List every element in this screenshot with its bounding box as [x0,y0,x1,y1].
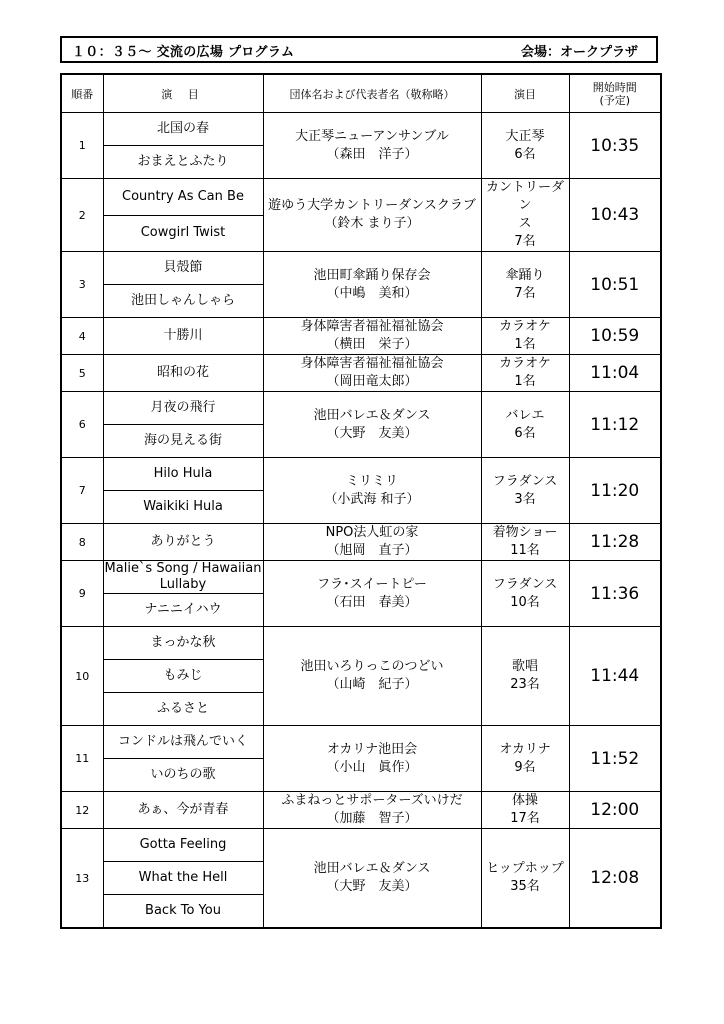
performance-cell [481,524,569,561]
performance-line: 1名 [514,337,536,352]
group-representative: （石田 春美） [326,594,418,610]
column-header-time-line2: (予定) [599,93,631,107]
start-time: 10:59 [569,318,661,355]
group-cell [263,179,481,252]
performance-line: ヒップホップ [486,861,564,876]
piece-title: もみじ [103,660,263,693]
group-representative: （森田 洋子） [326,146,418,162]
row-number: 4 [61,318,103,355]
piece-title: いのちの歌 [103,759,263,792]
group-representative: （小武海 和子） [324,491,420,507]
row-number: 12 [61,792,103,829]
performance-line: 17名 [510,811,540,826]
performance-line: カラオケ [499,356,551,371]
piece-title: Waikiki Hula [103,491,263,524]
performance-line: カントリーダン [485,180,564,213]
piece-title: Country As Can Be [103,179,263,216]
group-name: 身体障害者福祉福祉協会 [300,356,444,371]
piece-title: 十勝川 [103,318,263,355]
piece-title: 月夜の飛行 [103,392,263,425]
group-name: 池田町傘踊り保存会 [313,267,431,283]
performance-cell [481,829,569,929]
column-header-piece: 演 目 [103,74,263,113]
piece-title: 昭和の花 [103,355,263,392]
group-representative: （鈴木 まり子） [324,216,420,231]
performance-line: 7名 [514,285,536,301]
performance-line: 着物ショー [492,525,558,540]
group-name: NPO法人虹の家 [325,525,419,540]
table-row [61,561,661,594]
table-row [61,113,661,146]
start-time: 10:51 [569,252,661,318]
start-time: 11:36 [569,561,661,627]
group-cell [263,726,481,792]
table-row [61,829,661,862]
performance-line: 6名 [514,146,536,162]
piece-title: Malie`s Song / Hawaiian Lullaby [104,561,262,592]
group-name: フラ･スイートピー [317,576,427,592]
performance-line: バレエ [505,407,545,423]
piece-title: 北国の春 [103,113,263,146]
table-row [61,458,661,491]
row-number: 6 [61,392,103,458]
row-number: 5 [61,355,103,392]
program-table [60,73,662,929]
row-number: 9 [61,561,103,627]
performance-line: 3名 [514,491,536,507]
row-number: 11 [61,726,103,792]
group-name: 池田バレエ＆ダンス [313,861,431,876]
venue-label: 会場：オークプラザ [520,45,638,60]
table-row [61,792,661,829]
row-number: 3 [61,252,103,318]
table-row [61,252,661,285]
row-number: 10 [61,627,103,726]
start-time: 11:28 [569,524,661,561]
start-time: 10:35 [569,113,661,179]
performance-line: 35名 [510,879,540,894]
column-header-time [569,74,661,113]
piece-title: まっかな秋 [103,627,263,660]
table-row [61,524,661,561]
column-header-performance: 演目 [481,74,569,113]
table-row [61,355,661,392]
performance-cell [481,252,569,318]
performance-line: 23名 [510,677,540,692]
group-representative: （小山 眞作） [326,759,418,775]
piece-title: 池田しゃんしゃら [103,285,263,318]
group-cell [263,252,481,318]
performance-cell [481,726,569,792]
row-number: 2 [61,179,103,252]
piece-title: ふるさと [103,693,263,726]
group-name: 池田いろりっこのつどい [300,659,444,674]
performance-cell [481,113,569,179]
piece-title: 貝殻節 [103,252,263,285]
start-time: 10:43 [569,179,661,252]
piece-title: Back To You [103,895,263,929]
performance-line: カラオケ [499,319,551,334]
piece-title: Gotta Feeling [103,829,263,862]
group-cell [263,113,481,179]
performance-line: ス [518,216,532,231]
piece-title: おまえとふたり [103,146,263,179]
start-time: 11:44 [569,627,661,726]
performance-cell [481,392,569,458]
performance-line: フラダンス [492,473,558,489]
table-row [61,726,661,759]
column-header-number: 順番 [61,74,103,113]
group-cell [263,524,481,561]
performance-cell [481,458,569,524]
group-representative: （旭岡 直子） [326,543,418,558]
program-header [60,36,658,63]
row-number: 8 [61,524,103,561]
start-time: 12:08 [569,829,661,929]
piece-title: 海の見える街 [103,425,263,458]
group-name: 大正琴ニューアンサンブル [295,128,449,144]
start-time: 12:00 [569,792,661,829]
start-time: 11:04 [569,355,661,392]
group-cell [263,627,481,726]
performance-cell [481,627,569,726]
performance-line: フラダンス [492,576,558,592]
piece-title: コンドルは飛んでいく [103,726,263,759]
program-body [61,113,661,929]
performance-line: オカリナ [499,741,551,757]
performance-line: 6名 [514,425,536,441]
piece-title: Hilo Hula [103,458,263,491]
table-row [61,392,661,425]
table-row [61,179,661,216]
row-number: 7 [61,458,103,524]
row-number: 1 [61,113,103,179]
performance-cell [481,179,569,252]
table-row [61,318,661,355]
group-name: 遊ゆう大学カントリーダンスクラブ [268,198,476,213]
performance-line: 大正琴 [505,128,545,144]
group-representative: （加藤 智子） [326,811,418,826]
performance-line: 9名 [514,759,536,775]
performance-cell [481,355,569,392]
performance-line: 7名 [514,234,536,249]
group-cell [263,792,481,829]
group-cell [263,318,481,355]
performance-cell [481,561,569,627]
group-representative: （岡田竜太郎） [326,374,418,389]
performance-cell [481,792,569,829]
group-cell [263,561,481,627]
piece-title: Cowgirl Twist [103,215,263,252]
group-name: オカリナ池田会 [326,741,418,757]
start-time: 11:20 [569,458,661,524]
piece-title: ナニニイハウ [103,594,263,627]
table-header-row [61,74,661,113]
start-time: 11:12 [569,392,661,458]
program-title: １０：３５～ 交流の広場 プログラム [72,45,295,60]
group-name: 池田バレエ＆ダンス [313,407,431,423]
piece-title: ありがとう [103,524,263,561]
piece-title: What the Hell [103,862,263,895]
performance-cell [481,318,569,355]
group-name: 身体障害者福祉福祉協会 [300,319,444,334]
group-name: ミリミリ [345,473,398,489]
group-representative: （中嶋 美和） [326,285,418,301]
performance-line: 11名 [510,543,540,558]
group-representative: （大野 友美） [326,879,418,894]
group-representative: （山崎 紀子） [326,677,418,692]
group-cell [263,355,481,392]
group-representative: （大野 友美） [326,425,418,441]
group-cell [263,392,481,458]
performance-line: 1名 [514,374,536,389]
performance-line: 体操 [511,793,538,808]
table-row [61,627,661,660]
column-header-time-line1: 開始時間 [592,80,637,94]
piece-title: あぁ、今が青春 [103,792,263,829]
performance-line: 傘踊り [505,267,545,283]
group-cell [263,458,481,524]
performance-line: 歌唱 [511,659,538,674]
column-header-group: 団体名および代表者名（敬称略） [263,74,481,113]
performance-line: 10名 [510,594,540,610]
group-representative: （横田 栄子） [326,337,418,352]
row-number: 13 [61,829,103,929]
group-cell [263,829,481,929]
group-name: ふまねっとサポーターズいけだ [281,793,463,808]
start-time: 11:52 [569,726,661,792]
